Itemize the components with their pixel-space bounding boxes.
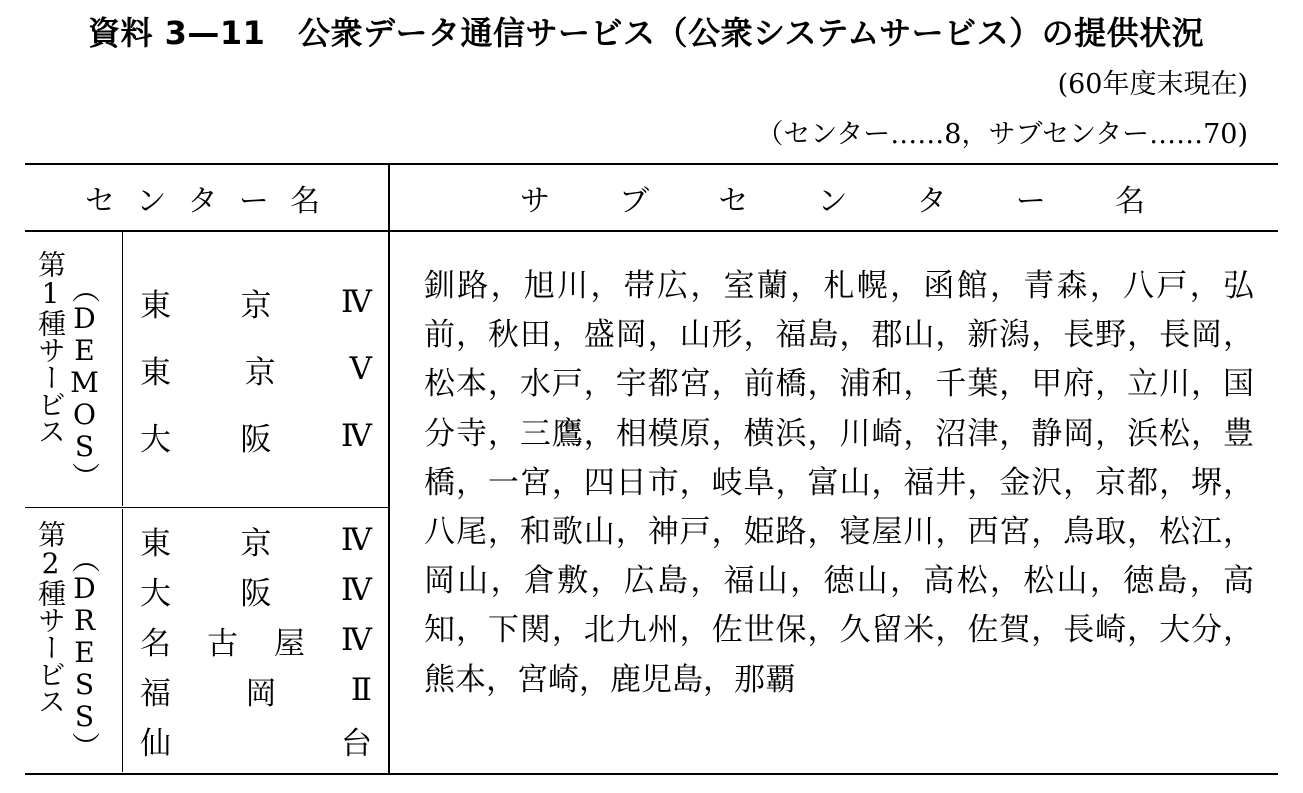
- center-number: Ⅳ: [341, 522, 372, 558]
- center-char: 東: [140, 525, 171, 562]
- center-char: 大: [140, 575, 171, 612]
- center-name-header: [85, 176, 320, 220]
- header-char: ー: [238, 184, 269, 219]
- center-char: 東: [140, 287, 171, 324]
- center-row: [140, 517, 372, 563]
- group-separator: [25, 507, 388, 508]
- header-char: 名: [1114, 184, 1145, 219]
- table-top-rule: [25, 163, 1278, 165]
- header-rule: [25, 230, 1278, 232]
- center-char: 台: [341, 725, 372, 762]
- header-char: 名: [290, 184, 320, 219]
- center-number: Ⅳ: [341, 284, 372, 320]
- center-char: 大: [140, 421, 171, 458]
- service-name-label: （DEMOS）: [68, 275, 101, 489]
- count-note: （センター……8，サブセンター……70): [756, 119, 1248, 150]
- center-row: [140, 667, 372, 713]
- header-char: タ: [187, 184, 218, 219]
- center-char: 古: [207, 625, 238, 662]
- document-title: 資料 3—11 公衆データ通信サービス（公衆システムサービス）の提供状況: [88, 14, 1205, 52]
- center-row: [140, 617, 372, 663]
- center-char: 京: [240, 287, 272, 324]
- header-char: サ: [520, 184, 550, 219]
- column-divider: [388, 163, 390, 773]
- center-char: 東: [140, 354, 171, 391]
- center-number: Ⅳ: [341, 418, 372, 454]
- center-number: Ⅱ: [350, 672, 372, 708]
- center-number: Ⅴ: [349, 351, 372, 387]
- center-char: 阪: [240, 575, 272, 612]
- center-char: 岡: [245, 675, 277, 712]
- center-char: 屋: [274, 625, 305, 662]
- center-row: [140, 413, 372, 459]
- header-char: ブ: [619, 184, 650, 219]
- service-name-label: （DRESS）: [68, 545, 101, 759]
- header-char: タ: [916, 184, 947, 219]
- header-char: ン: [817, 184, 848, 219]
- header-char: ー: [1015, 184, 1046, 219]
- service-type-label: 第1種サービス: [34, 250, 67, 444]
- center-char: 阪: [240, 421, 272, 458]
- header-char: セ: [718, 184, 749, 219]
- subcenter-name-header: [520, 176, 1145, 220]
- center-number: Ⅳ: [341, 622, 372, 658]
- center-char: 京: [240, 525, 272, 562]
- center-char: 京: [244, 354, 276, 391]
- date-note: (60年度末現在): [1057, 69, 1248, 100]
- label-divider-1: [122, 232, 123, 506]
- center-row: [140, 717, 372, 763]
- center-char: 名: [140, 625, 171, 662]
- table-bottom-rule: [25, 773, 1278, 775]
- center-char: 福: [140, 675, 171, 712]
- center-char: 仙: [140, 725, 171, 762]
- center-row: [140, 567, 372, 613]
- center-row: [140, 279, 372, 325]
- subcenter-list: 釧路，旭川，帯広，室蘭，札幌，函館，青森，八戸，弘前，秋田，盛岡，山形，福島，郡山，新潟，長野，長岡，松本，水戸，宇都宮，前橋，浦和，千葉，甲府，立川，国分寺，三鷹，相模原，横浜，川崎，沼津，静岡，浜松，豊橋，一宮，四日市，岐阜，富山，福井，金沢，京都，堺，八尾，和歌山，神戸，姫路，寝屋川，西宮，鳥取，松江，岡山，倉敷，広島，福山，徳山，高松，松山，徳島，高知，下関，北九州，佐世保，久留米，佐賀，長崎，大分，熊本，宮崎，鹿児島，那覇: [424, 268, 1254, 698]
- center-number: Ⅳ: [341, 572, 372, 608]
- label-divider-2: [122, 509, 123, 772]
- header-char: ン: [136, 184, 167, 219]
- center-row: [140, 346, 372, 392]
- service-type-label: 第2種サービス: [34, 520, 67, 714]
- header-char: セ: [85, 184, 115, 219]
